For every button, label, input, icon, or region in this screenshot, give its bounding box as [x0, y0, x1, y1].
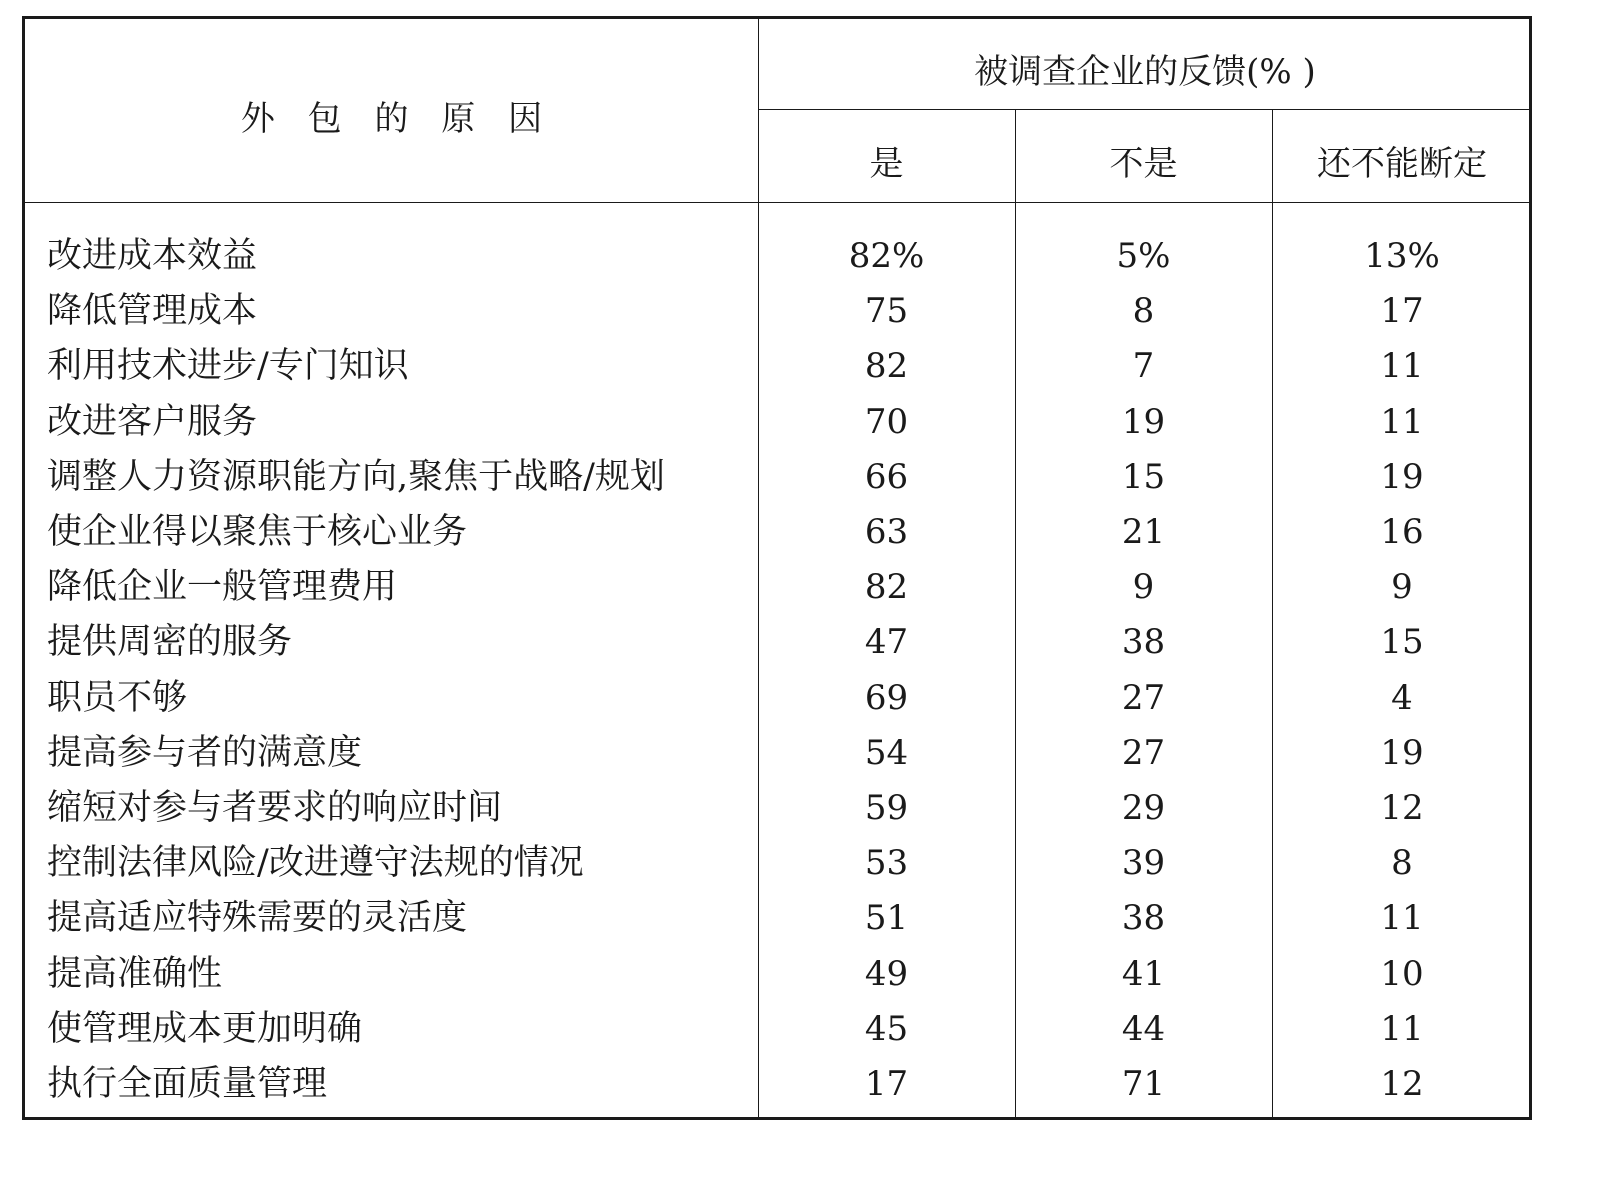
value-undecided: 13% — [1364, 236, 1440, 276]
value-no: 21 — [1121, 512, 1166, 552]
column-header-no: 不是 — [1109, 144, 1178, 184]
value-undecided: 11 — [1380, 1009, 1424, 1049]
value-no: 38 — [1121, 622, 1166, 662]
value-no: 5% — [1116, 236, 1171, 276]
value-no: 27 — [1121, 733, 1166, 773]
value-no: 15 — [1121, 457, 1166, 497]
value-undecided: 11 — [1380, 402, 1424, 442]
row-label: 利用技术进步/专门知识 — [47, 346, 409, 386]
value-undecided: 9 — [1391, 567, 1413, 607]
column-header-yes: 是 — [869, 144, 904, 184]
value-yes: 54 — [864, 733, 909, 773]
row-label: 使企业得以聚焦于核心业务 — [47, 512, 468, 552]
value-undecided: 4 — [1391, 678, 1413, 718]
value-undecided: 12 — [1380, 788, 1424, 828]
value-yes: 69 — [864, 678, 909, 718]
row-label: 改进客户服务 — [47, 402, 258, 442]
value-no: 29 — [1121, 788, 1166, 828]
value-undecided: 16 — [1380, 512, 1424, 552]
group-header: 被调查企业的反馈(% ) — [974, 52, 1316, 92]
value-undecided: 10 — [1380, 954, 1424, 994]
value-yes: 82% — [848, 236, 925, 276]
row-label: 提供周密的服务 — [47, 622, 293, 662]
value-yes: 49 — [864, 954, 909, 994]
row-header: 外 包 的 原 因 — [240, 99, 543, 139]
value-yes: 75 — [864, 291, 909, 331]
value-undecided: 8 — [1391, 843, 1413, 883]
value-undecided: 11 — [1380, 346, 1424, 386]
row-label: 提高适应特殊需要的灵活度 — [47, 898, 468, 938]
value-yes: 66 — [864, 457, 909, 497]
value-undecided: 19 — [1380, 733, 1424, 773]
value-undecided: 19 — [1380, 457, 1424, 497]
value-no: 19 — [1121, 402, 1166, 442]
value-undecided: 17 — [1380, 291, 1424, 331]
value-yes: 82 — [864, 567, 909, 607]
value-undecided: 15 — [1380, 622, 1424, 662]
value-yes: 63 — [864, 512, 909, 552]
row-label: 控制法律风险/改进遵守法规的情况 — [47, 843, 584, 883]
value-no: 38 — [1121, 898, 1166, 938]
value-yes: 17 — [864, 1064, 909, 1104]
value-yes: 82 — [864, 346, 909, 386]
value-no: 9 — [1132, 567, 1155, 607]
value-yes: 45 — [864, 1009, 909, 1049]
row-label: 职员不够 — [47, 678, 188, 718]
row-label: 提高准确性 — [47, 954, 223, 994]
row-label: 降低企业一般管理费用 — [47, 567, 398, 607]
row-label: 改进成本效益 — [47, 236, 258, 276]
row-label: 提高参与者的满意度 — [47, 733, 363, 773]
value-yes: 59 — [864, 788, 909, 828]
row-label: 调整人力资源职能方向,聚焦于战略/规划 — [47, 457, 665, 497]
divider-header-body — [25, 202, 1529, 203]
value-no: 39 — [1121, 843, 1166, 883]
row-label: 缩短对参与者要求的响应时间 — [47, 788, 503, 828]
value-undecided: 11 — [1380, 898, 1424, 938]
value-no: 27 — [1121, 678, 1166, 718]
value-undecided: 12 — [1380, 1064, 1424, 1104]
value-yes: 70 — [864, 402, 909, 442]
value-no: 8 — [1132, 291, 1155, 331]
value-no: 7 — [1132, 346, 1155, 386]
value-yes: 53 — [864, 843, 909, 883]
row-label: 降低管理成本 — [47, 291, 258, 331]
value-yes: 47 — [864, 622, 909, 662]
value-yes: 51 — [864, 898, 909, 938]
divider-label-column — [758, 19, 759, 1117]
value-no: 44 — [1121, 1009, 1166, 1049]
row-label: 使管理成本更加明确 — [47, 1009, 363, 1049]
row-label: 执行全面质量管理 — [47, 1064, 328, 1104]
value-no: 41 — [1121, 954, 1166, 994]
divider-group-header — [758, 109, 1529, 110]
value-no: 71 — [1121, 1064, 1166, 1104]
column-header-undecided: 还不能断定 — [1317, 144, 1487, 184]
outsourcing-survey-table — [22, 16, 1532, 1120]
